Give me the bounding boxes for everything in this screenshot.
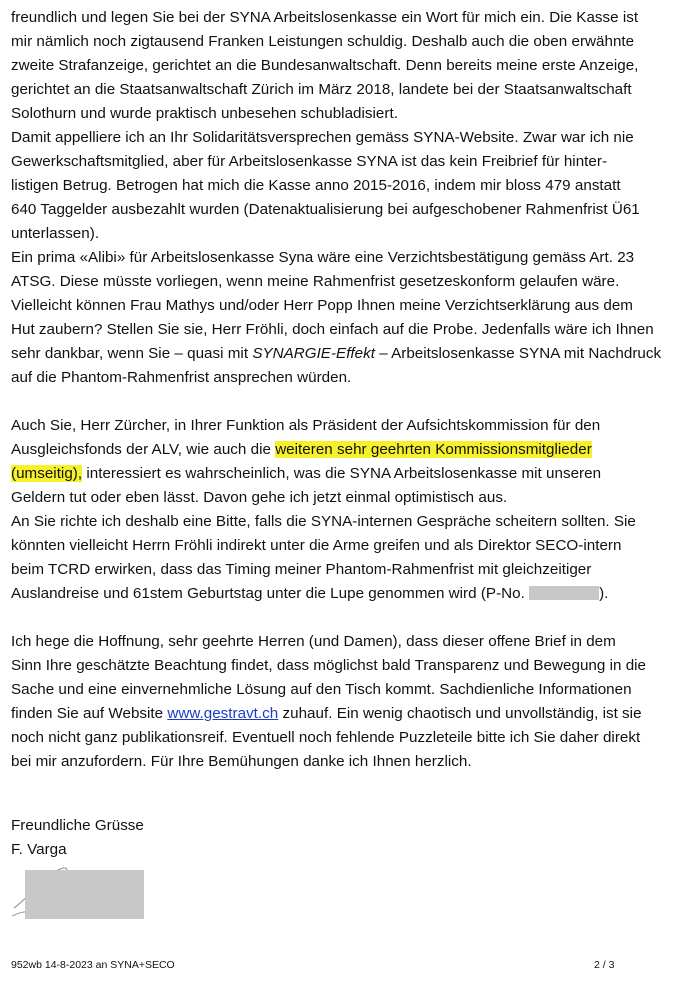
text-line: Sinn Ihre geschätzte Beachtung findet, dass möglichst bald Transparenz und Bewegung in die bbox=[11, 657, 647, 674]
text-line: Ein prima «Alibi» für Arbeitslosenkasse Syna wäre eine Verzichtsbestätigung gemäss Art. 23 bbox=[11, 249, 635, 266]
signer-name: F. Varga bbox=[11, 841, 67, 858]
text-line: Ausgleichsfonds der ALV, wie auch die weiteren sehr geehrten Kommissionsmitglieder bbox=[11, 441, 592, 458]
text-line: Ich hege die Hoffnung, sehr geehrte Herren (und Damen), dass dieser offene Brief in dem bbox=[11, 633, 616, 650]
text-line: Solothurn und wurde praktisch unbesehen schubladisiert. bbox=[11, 105, 398, 122]
text-line: freundlich und legen Sie bei der SYNA Arbeitslosenkasse ein Wort für mich ein. Die Kasse ist bbox=[11, 9, 639, 26]
text-line: Auslandreise und 61stem Geburtstag unter die Lupe genommen wird (P-No. ). bbox=[11, 585, 609, 602]
text-line: listigen Betrug. Betrogen hat mich die Kasse anno 2015-2016, indem mir bloss 479 anstatt bbox=[11, 177, 621, 194]
text-line: unterlassen). bbox=[11, 225, 100, 242]
text-line: zweite Strafanzeige, gerichtet an die Bundesanwaltschaft. Denn bereits meine erste Anzeige, bbox=[11, 57, 639, 74]
text-line: auf die Phantom-Rahmenfrist ansprechen würden. bbox=[11, 369, 352, 386]
text-line: Geldern tut oder eben lässt. Davon gehe ich jetzt einmal optimistisch aus. bbox=[11, 489, 508, 506]
text-line: sehr dankbar, wenn Sie – quasi mit SYNARGIE-Effekt – Arbeitslosenkasse SYNA mit Nachdruck bbox=[11, 345, 662, 362]
text-line: könnten vielleicht Herrn Fröhli indirekt unter die Arme greifen und als Direktor SECO-intern bbox=[11, 537, 622, 554]
text-line: noch nicht ganz publikationsreif. Eventuell noch fehlende Puzzleteile bitte ich Sie daher direkt bbox=[11, 729, 641, 746]
text-line: finden Sie auf Website www.gestravt.ch zuhauf. Ein wenig chaotisch und unvollständig, ist sie bbox=[11, 705, 642, 722]
text-line: Hut zaubern? Stellen Sie sie, Herr Fröhli, doch einfach auf die Probe. Jedenfalls wäre ich Ihnen bbox=[11, 321, 654, 338]
text-line: (umseitig), interessiert es wahrscheinlich, was die SYNA Arbeitslosenkasse mit unseren bbox=[11, 465, 602, 482]
text-line: gerichtet an die Staatsanwaltschaft Zürich im März 2018, landete bei der Staatsanwaltschaft bbox=[11, 81, 632, 98]
text-line: An Sie richte ich deshalb eine Bitte, falls die SYNA-internen Gespräche scheitern sollten. Sie bbox=[11, 513, 636, 530]
synargie-italic: SYNARGIE-Effekt bbox=[252, 345, 375, 362]
closing-greeting: Freundliche Grüsse bbox=[11, 817, 144, 834]
redacted-number bbox=[529, 586, 599, 600]
footer-reference: 952wb 14-8-2023 an SYNA+SECO bbox=[11, 959, 175, 971]
text-line: Sache und eine einvernehmliche Lösung auf den Tisch kommt. Sachdienliche Informationen bbox=[11, 681, 632, 698]
text-line: mir nämlich noch zigtausend Franken Leistungen schuldig. Deshalb auch die oben erwähnte bbox=[11, 33, 635, 50]
text-line: bei mir anzufordern. Für Ihre Bemühungen danke ich Ihnen herzlich. bbox=[11, 753, 472, 770]
highlighted-text: (umseitig), bbox=[11, 465, 83, 482]
text-line: 640 Taggelder ausbezahlt wurden (Datenaktualisierung bei aufgeschobener Rahmenfrist Ü61 bbox=[11, 201, 640, 218]
page-number: 2 / 3 bbox=[594, 959, 615, 971]
text-line: Gewerkschaftsmitglied, aber für Arbeitslosenkasse SYNA ist das kein Freibrief für hinter- bbox=[11, 153, 608, 170]
website-link[interactable]: www.gestravt.ch bbox=[167, 705, 279, 722]
text-line: Damit appelliere ich an Ihr Solidaritätsversprechen gemäss SYNA-Website. Zwar war ich nie bbox=[11, 129, 634, 146]
redacted-signature bbox=[25, 870, 144, 919]
text-line: ATSG. Diese müsste vorliegen, wenn meine Rahmenfrist gesetzeskonform gelaufen wäre. bbox=[11, 273, 620, 290]
text-line: beim TCRD erwirken, dass das Timing meiner Phantom-Rahmenfrist mit gleichzeitiger bbox=[11, 561, 592, 578]
text-line: Vielleicht können Frau Mathys und/oder Herr Popp Ihnen meine Verzichtserklärung aus dem bbox=[11, 297, 633, 314]
highlighted-text: weiteren sehr geehrten Kommissionsmitglieder bbox=[275, 441, 592, 458]
text-line: Auch Sie, Herr Zürcher, in Ihrer Funktion als Präsident der Aufsichtskommission für den bbox=[11, 417, 601, 434]
